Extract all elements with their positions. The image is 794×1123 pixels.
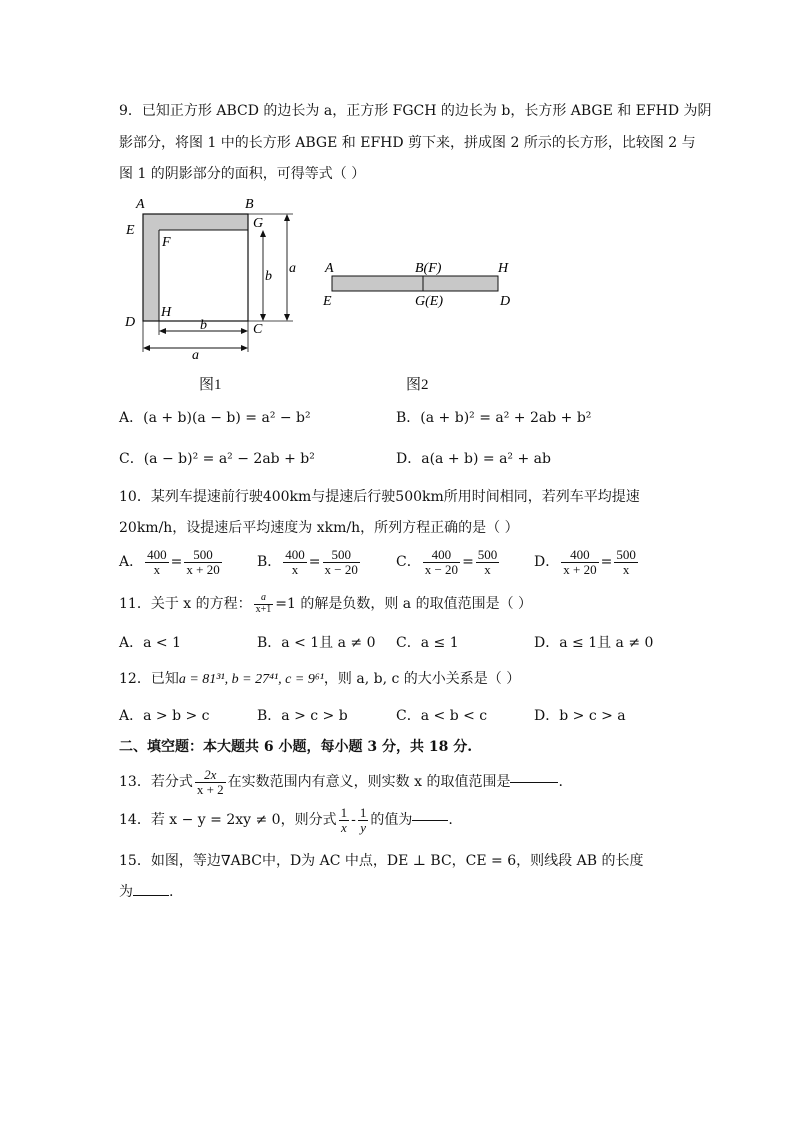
fig2-label-BF: B(F) bbox=[415, 261, 442, 276]
q10-option-c: C． $\frac{400}{x - 20}$ = $\frac{500}{x}$ bbox=[396, 547, 498, 577]
q11-option-d: D．a ≤ 1且 a ≠ 0 bbox=[534, 635, 654, 651]
fig1-label-E: E bbox=[126, 223, 135, 238]
q12-option-b: B．a > c > b bbox=[257, 708, 348, 724]
q15-answer-blank bbox=[133, 895, 169, 896]
q9-line2: 影部分，将图 1 中的长方形 ABGE 和 EFHD 剪下来，拼成图 2 所示的长方形，比较图 2 与 bbox=[119, 135, 696, 151]
q11-option-b: B．a < 1且 a ≠ 0 bbox=[257, 635, 376, 651]
q9-line1: 9．已知正方形 ABCD 的边长为 a，正方形 FGCH 的边长为 b，长方形 ABGE 和 EFHD 为阴 bbox=[119, 103, 712, 119]
fig1-label-b-bottom: b bbox=[200, 318, 207, 333]
q12-option-d: D．b > c > a bbox=[534, 708, 626, 724]
figure-1 bbox=[118, 192, 318, 362]
q11-line: 11．关于 x 的方程： $\frac{a}{x+1}$ =1 的解是负数，则 a 的取值范围是（ ） bbox=[119, 592, 533, 615]
q15-line2: 为 . bbox=[119, 884, 174, 900]
fig1-label-H: H bbox=[161, 305, 172, 320]
q10-option-a: A． $\frac{400}{x}$ = $\frac{500}{x + 20}$ bbox=[119, 547, 220, 577]
q9-option-a: A．(a + b)(a − b) = a² − b² bbox=[119, 410, 311, 426]
q9-option-b: B．(a + b)² = a² + 2ab + b² bbox=[396, 410, 592, 426]
fig2-label-H: H bbox=[498, 261, 509, 276]
q12-option-c: C．a < b < c bbox=[396, 708, 488, 724]
fig2-label-GE: G(E) bbox=[415, 294, 443, 309]
q9-line3: 图 1 的阴影部分的面积，可得等式（ ） bbox=[119, 166, 366, 182]
fig1-caption: 图1 bbox=[199, 377, 222, 393]
q9-option-d: D．a(a + b) = a² + ab bbox=[396, 451, 551, 467]
fig1-label-b-right: b bbox=[265, 269, 272, 284]
q15-line1: 15．如图，等边∇ABC中，D为 AC 中点，DE ⊥ BC，CE = 6，则线段 AB 的长度 bbox=[119, 853, 644, 869]
fig1-label-G: G bbox=[253, 216, 264, 231]
fig1-label-D: D bbox=[125, 315, 136, 330]
fig2-label-D: D bbox=[500, 294, 511, 309]
fig2-label-A: A bbox=[325, 261, 334, 276]
q10-line1: 10．某列车提速前行驶400km与提速后行驶500km所用时间相同，若列车平均提速 bbox=[119, 489, 640, 505]
q14-answer-blank bbox=[412, 820, 448, 821]
fig1-label-a-right: a bbox=[289, 261, 296, 276]
fig2-label-E: E bbox=[323, 294, 332, 309]
q12-option-a: A．a > b > c bbox=[119, 708, 210, 724]
fig1-label-a-bottom: a bbox=[192, 348, 199, 362]
q9-option-c: C．(a − b)² = a² − 2ab + b² bbox=[119, 451, 315, 467]
fig1-label-B: B bbox=[245, 197, 254, 212]
q11-option-a: A．a < 1 bbox=[119, 635, 181, 651]
q13-answer-blank bbox=[510, 782, 558, 783]
q14-line: 14．若 x − y = 2xy ≠ 0，则分式 $\frac{1}{x}$ - $\frac{1}{y}$ 的值为 . bbox=[119, 805, 453, 835]
figure-2 bbox=[318, 255, 523, 310]
q11-option-c: C．a ≤ 1 bbox=[396, 635, 459, 651]
q10-option-b: B． $\frac{400}{x}$ = $\frac{500}{x - 20}$ bbox=[257, 547, 358, 577]
q10-option-d: D． $\frac{400}{x + 20}$ = $\frac{500}{x}$ bbox=[534, 547, 636, 577]
fig2-caption: 图2 bbox=[406, 377, 429, 393]
section-heading-fill-in: 二、填空题：本大题共 6 小题，每小题 3 分，共 18 分. bbox=[119, 739, 473, 755]
q13-line: 13．若分式 $\frac{2x}{x + 2}$ 在实数范围内有意义，则实数 x 的取值范围是 . bbox=[119, 767, 563, 797]
q12-line: 12．已知a = 81³¹, b = 27⁴¹, c = 9⁶¹，则 a, b, c 的大小关系是（ ） bbox=[119, 671, 521, 687]
q10-line2: 20km/h，设提速后平均速度为 xkm/h，所列方程正确的是（ ） bbox=[119, 520, 519, 536]
fig1-label-A: A bbox=[136, 197, 145, 212]
fig1-label-F: F bbox=[162, 235, 171, 250]
fig1-label-C: C bbox=[253, 322, 263, 337]
